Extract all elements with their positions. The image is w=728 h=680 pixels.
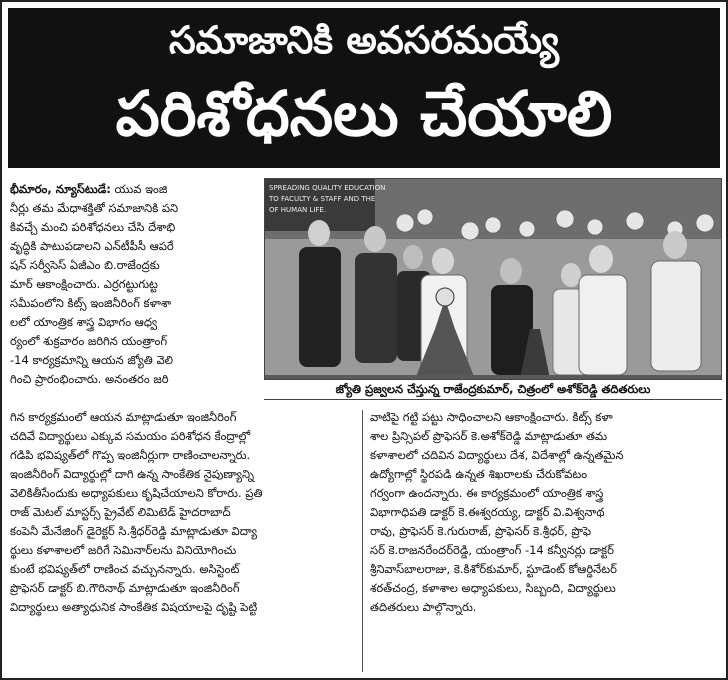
article-line: గర్వంగా ఉందన్నారు. ఈ కార్యక్రమంలో యాంత్రిక శాస్త్ర: [370, 486, 604, 500]
dateline: భీమారం, న్యూస్‌టుడే:: [10, 182, 111, 196]
article-line: గడిపి భవిష్యత్‌లో గొప్ప ఇంజినీర్లుగా రాణించాలన్నారు.: [10, 448, 251, 462]
article-line: ప్రొఫెసర్ డాక్టర్ బి.గౌరినాథ్ మాట్లాడుతూ ఇంజినీరింగ్: [10, 581, 240, 595]
event-photo: [264, 178, 722, 400]
article-line: నీర్లు తమ మేధాశక్తితో సమాజానికి పని: [10, 201, 179, 215]
article-line: వెలికితీసేందుకు అధ్యాపకులు కృషిచేయాలని కోరారు. ప్రతి: [10, 486, 263, 500]
article-line: శరత్‌చంద్ర, కళాశాల అధ్యాపకులు, సిబ్బంది, విద్యార్థులు: [370, 581, 616, 595]
article-line: సమీపంలోని కిట్స్ ఇంజినీరింగ్ కళాశా: [10, 296, 172, 310]
photo-caption: జ్యోతి ప్రజ్వలన చేస్తున్న రాజేంద్రకుమార్, చిత్రంలో అశోక్‌రెడ్డి తదితరులు: [264, 379, 722, 399]
banner-text-2: TO FACULTY & STAFF AND THE: [269, 195, 376, 203]
article-line: వాటిపై గట్టి పట్టు సాధించాలని ఆకాంక్షించారు. కిట్స్ కళా: [370, 410, 613, 424]
event-photo-image: [265, 179, 722, 400]
article-line: చదివే విద్యార్థులు ఎక్కువ సమయం పరిశోధన కేంద్రాల్లో: [10, 429, 251, 443]
article-line: షన్ సర్వీసెస్ ఏజీఎం బి.రాజేంద్రకు: [10, 258, 160, 272]
banner-text-1: SPREADING QUALITY EDUCATION: [269, 184, 386, 192]
article-line: వృద్ధికి పాటుపడాలని ఎన్‌టీపీసీ ఆపరే: [10, 239, 174, 253]
dateline-line: [10, 180, 256, 199]
article-line: కంపెనీ మేనేజింగ్ డైరెక్టర్ సి.శ్రీధర్‌రెడ్డి మాట్లాడుతూ విద్యా: [10, 524, 257, 538]
article-line: రాజ్ మెటల్ మాస్టర్స్ ప్రైవేట్ లిమిటెడ్ హైదరాబాద్: [10, 505, 231, 519]
article-line: విద్యార్థులు అత్యాధునిక సాంకేతిక విషయాలపై దృష్టి పెట్టి: [10, 600, 258, 614]
article-line: లలో యాంత్రిక శాస్త్ర విభాగం ఆధ్వ: [10, 315, 158, 329]
article-line: శాల ప్రిన్సిపల్ ప్రొఫెసర్ కె.అశోక్‌రెడ్డి మాట్లాడుతూ తమ: [370, 429, 608, 443]
article-line: ర్యంలో శుక్రవారం జరిగిన యంత్రాంగ్: [10, 334, 168, 348]
main-headline: పరిశోధనలు చేయాలి: [115, 77, 613, 150]
article-line: కుంటే భవిష్యత్‌లో రాణించ వచ్చునన్నారు. అసిస్టెంట్: [10, 562, 240, 576]
article-line: గిన కార్యక్రమంలో ఆయన మాట్లాడుతూ ఇంజినీరింగ్: [10, 410, 237, 424]
article-column-middle: [10, 408, 356, 617]
banner-text-3: OF HUMAN LIFE.: [269, 206, 327, 214]
article-line: విభాగాధిపతి డాక్టర్ కె.ఈశ్వరయ్య, డాక్టర్ వి.విశ్వనాథ: [370, 505, 605, 519]
article-line: తదితరులు పాల్గొన్నారు.: [370, 600, 477, 614]
article-column-left: [10, 180, 256, 389]
article-line: ర్థులు కళాశాలలో జరిగే సెమినార్‌లను వినియోగించు: [10, 543, 237, 557]
article-line: గించి ప్రారంభించారు. అనంతరం జరి: [10, 372, 169, 386]
article-line: మార్ ఆకాంక్షించారు. ఎర్రగట్టుగుట్ట: [10, 277, 158, 291]
article-line: సర్ కె.రాజనరేందర్‌రెడ్డి, యంత్రాంగ్ -14 కన్వీనర్లు డాక్టర్: [370, 543, 614, 557]
column-divider: [362, 410, 363, 672]
article-line: యువ ఇంజి: [114, 182, 168, 196]
article-line: -14 కార్యక్రమాన్ని ఆయన జ్యోతి వెలి: [10, 353, 174, 367]
article-line: కళాశాలలో చదివిన విద్యార్థులు దేశ, విదేశాల్లో ఉన్నతమైన: [370, 448, 624, 462]
article-line: శ్రీనివాస్‌బాలరాజు, కె.కిశోర్‌కుమార్, స్టూడెంట్ కోఆర్డినేటర్: [370, 562, 617, 576]
article-column-right: [370, 408, 720, 617]
headline-banner: [8, 8, 720, 168]
article-line: కివచ్చే మంచి పరిశోధనలు చేసి దేశాభి: [10, 220, 176, 234]
kicker-headline: సమాజానికి అవసరమయ్యే: [168, 18, 560, 62]
article-line: రావు, ప్రొఫెసర్ కె.గురురాజ్, ప్రొఫెసర్ కె.శ్రీధర్, ప్రొఫె: [370, 524, 591, 538]
article-line: ఉద్యోగాల్లో స్థిరపడి ఉన్నత శిఖరాలకు చేరుకోవటం: [370, 467, 588, 481]
article-line: ఇంజినీరింగ్ విద్యార్థుల్లో దాగి ఉన్న సాంకేతిక నైపుణ్యాన్ని: [10, 467, 254, 481]
